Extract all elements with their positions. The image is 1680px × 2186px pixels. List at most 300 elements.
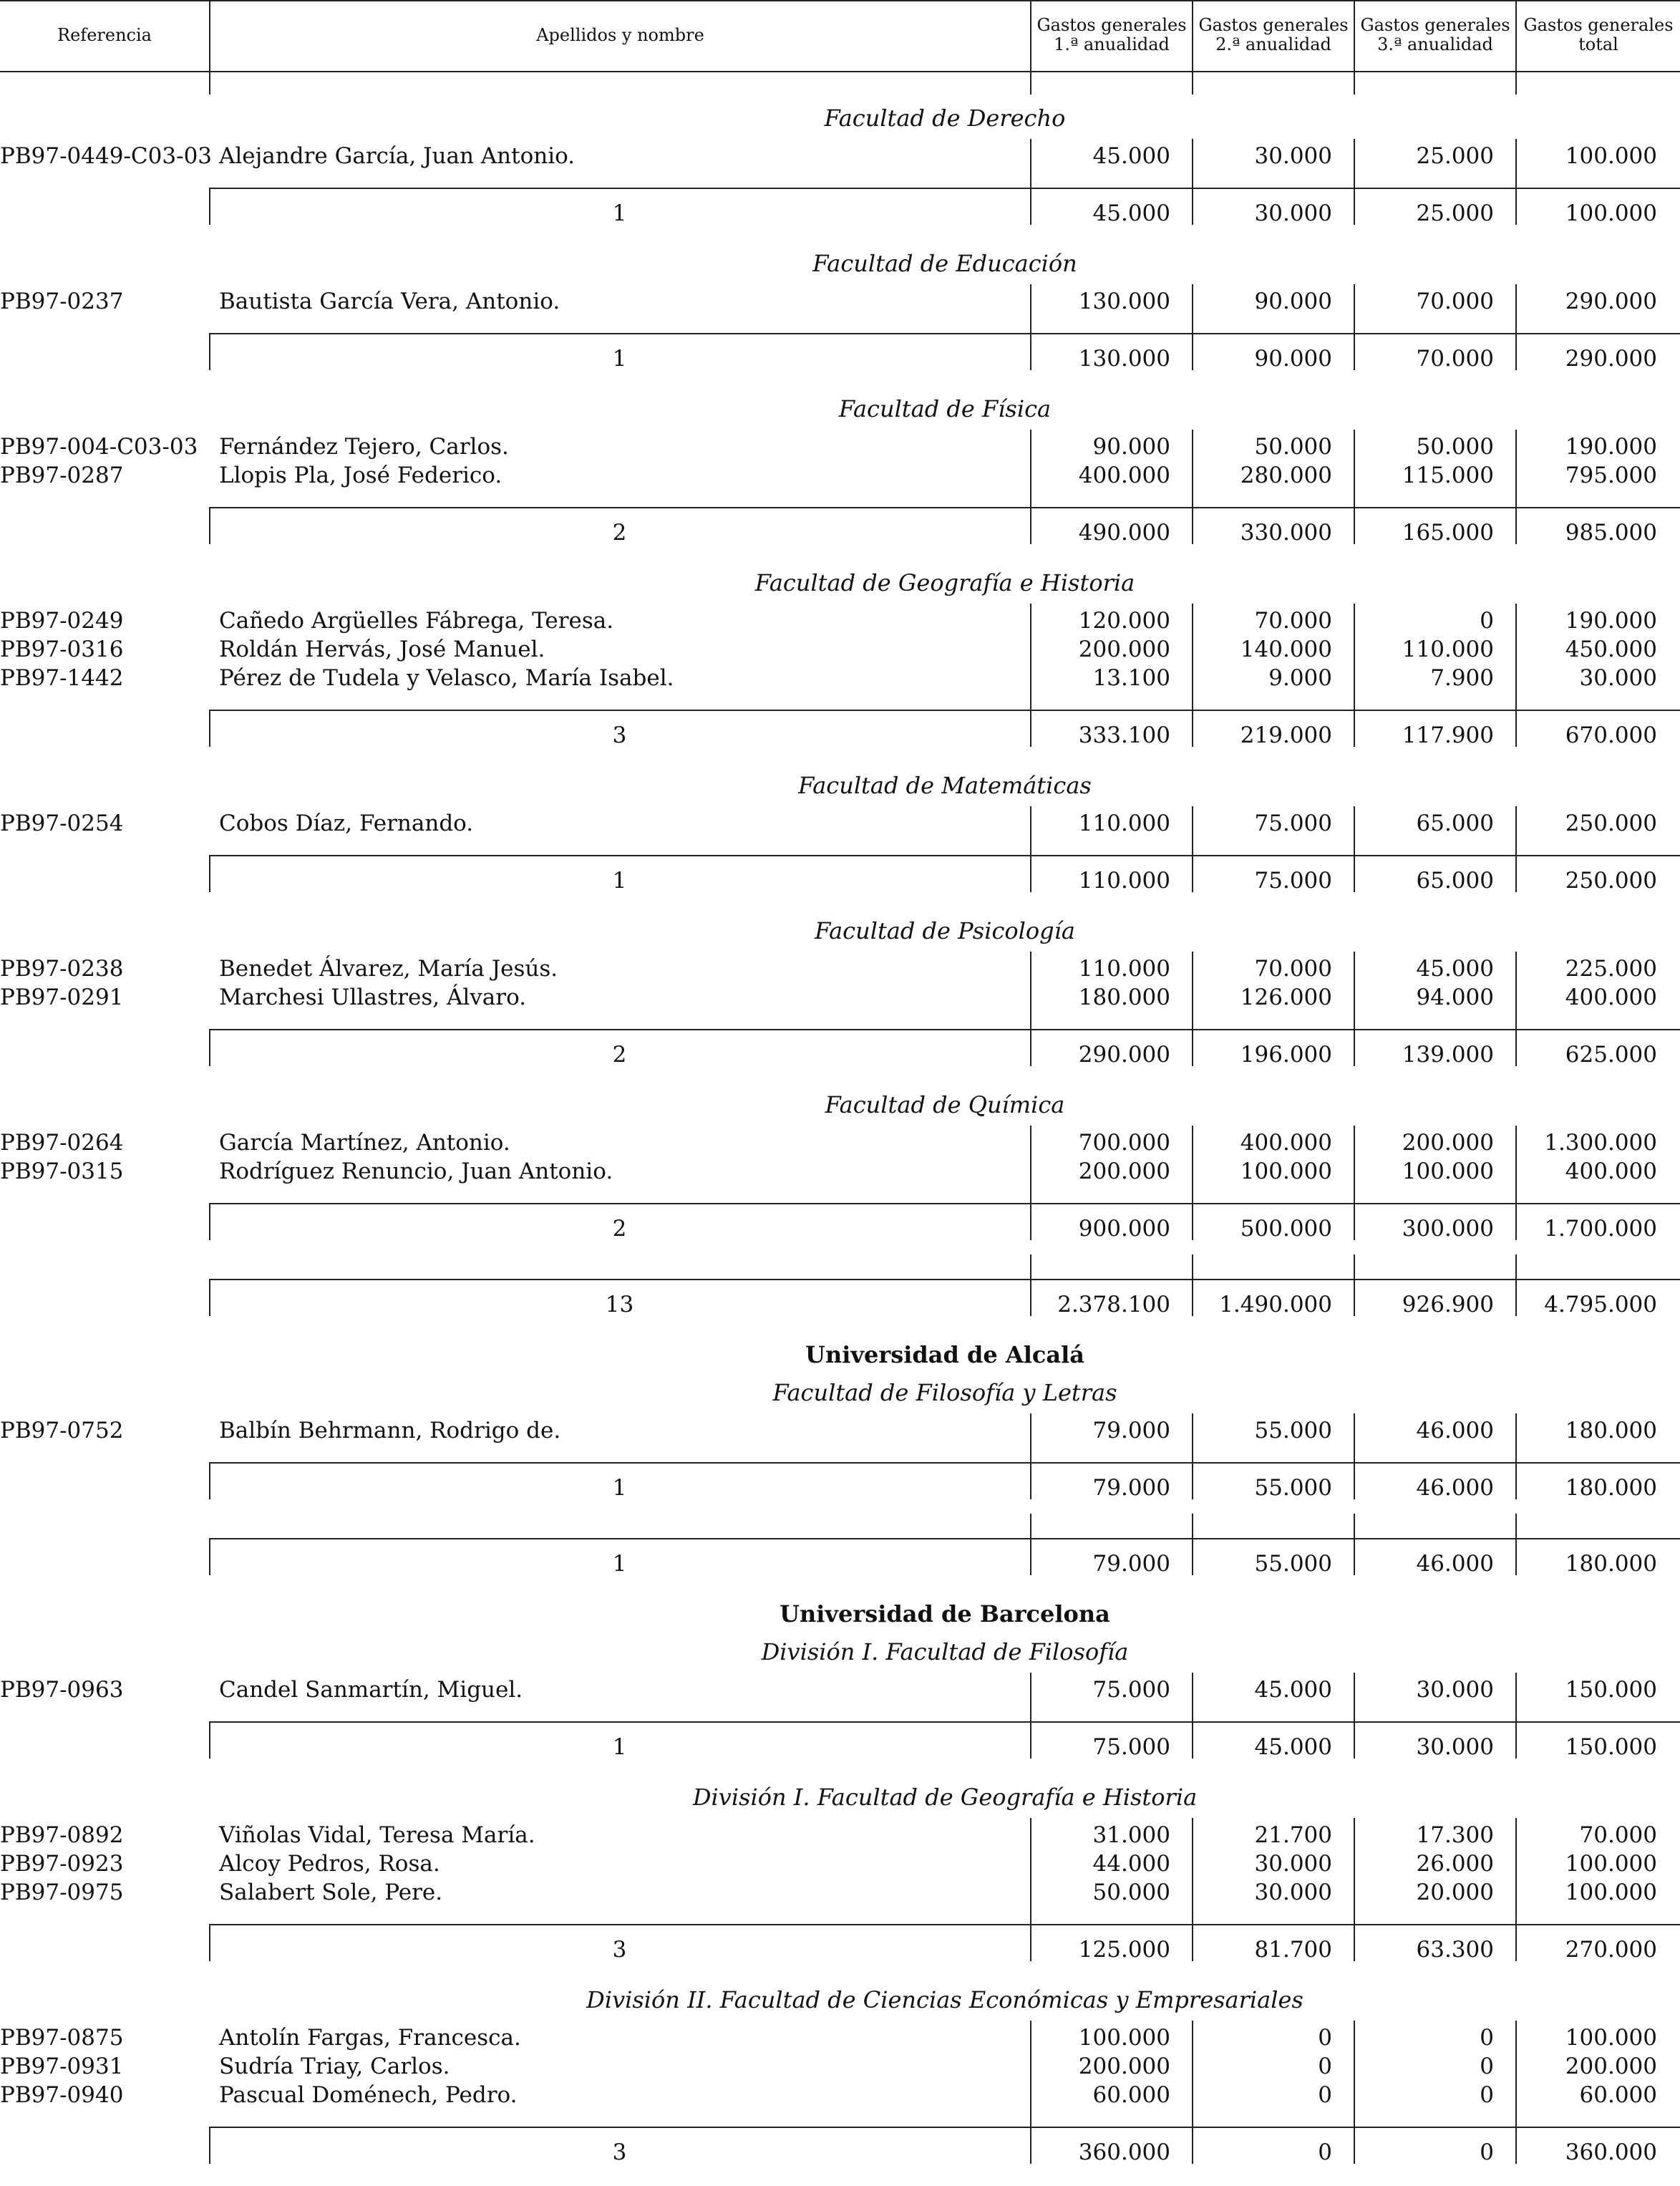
column-rule [1354,430,1355,507]
researcher-name: Cañedo Argüelles Fábrega, Teresa. [219,608,614,634]
researcher-name: Rodríguez Renuncio, Juan Antonio. [219,1159,613,1184]
amount-v2: 90.000 [1254,346,1332,372]
reference-code: PB97-004-C03-03 [0,434,198,460]
column-rule [1192,855,1193,892]
amount-v1: 125.000 [1078,1937,1170,1963]
section-heading: Facultad de Educación [812,250,1077,277]
amount-v1: 130.000 [1078,346,1170,372]
column-rule [1192,139,1193,188]
column-rule [1354,1413,1355,1462]
column-rule [1030,855,1031,892]
amount-vt: 70.000 [1579,1822,1657,1848]
researcher-name: Antolín Fargas, Francesca. [219,2025,521,2051]
amount-v3: 0 [1480,2139,1494,2165]
amount-v2: 0 [1318,2054,1332,2079]
column-rule [1030,333,1031,370]
column-rule [1030,2021,1031,2127]
amount-v1: 100.000 [1078,2025,1170,2051]
header-col-3-line1: Gastos generales [1360,15,1510,35]
column-rule [1192,1673,1193,1721]
amount-v1: 79.000 [1092,1418,1170,1443]
amount-v1: 90.000 [1092,434,1170,460]
amount-vt: 670.000 [1565,722,1657,748]
column-rule [1030,604,1031,710]
amount-v2: 50.000 [1254,434,1332,460]
amount-v1: 79.000 [1092,1475,1170,1501]
amount-v3: 25.000 [1416,200,1494,226]
column-rule [1354,188,1355,225]
section-heading: División I. Facultad de Geografía e Historia [692,1784,1198,1811]
column-rule [1030,1413,1031,1462]
column-rule [209,855,210,892]
amount-vt: 60.000 [1579,2082,1657,2108]
amount-v2: 500.000 [1240,1216,1332,1242]
amount-vt: 270.000 [1565,1937,1657,1963]
amount-v3: 46.000 [1416,1475,1494,1501]
entry-count: 1 [612,200,627,226]
column-rule [209,1029,210,1066]
reference-code: PB97-0315 [0,1159,124,1184]
column-rule [1354,806,1355,855]
column-rule [1192,507,1193,544]
amount-v1: 79.000 [1092,1551,1170,1577]
amount-v3: 65.000 [1416,811,1494,836]
column-rule [209,333,210,370]
header-tick [209,72,210,95]
amount-v1: 900.000 [1078,1216,1170,1242]
amount-v2: 21.700 [1254,1822,1332,1848]
column-rule [1515,1203,1517,1240]
amount-vt: 250.000 [1565,811,1657,836]
amount-v2: 55.000 [1254,1551,1332,1577]
column-rule [1030,1673,1031,1721]
total-rule [209,1279,1680,1280]
subtotal-rule [209,2127,1680,2128]
amount-v1: 13.100 [1092,665,1170,691]
amount-v1: 490.000 [1078,520,1170,546]
amount-v1: 31.000 [1092,1822,1170,1848]
amount-v2: 45.000 [1254,1734,1332,1760]
amount-v3: 20.000 [1416,1880,1494,1905]
column-rule [1354,139,1355,188]
column-rule [1354,710,1355,747]
column-rule [1515,333,1517,370]
reference-code: PB97-0449-C03-03 [0,143,213,169]
subtotal-rule [209,333,1680,334]
amount-v1: 110.000 [1078,868,1170,894]
amount-v2: 75.000 [1254,868,1332,894]
column-rule [1192,2021,1193,2127]
column-rule [209,1924,210,1961]
amount-v3: 26.000 [1416,1851,1494,1877]
header-referencia: Referencia [57,25,152,45]
reference-code: PB97-0287 [0,463,124,488]
column-rule [1354,1818,1355,1924]
column-rule [1354,333,1355,370]
amount-v3: 115.000 [1402,463,1494,488]
header-bottom-rule [0,71,1680,72]
column-rule [1515,188,1517,225]
column-rule [209,1203,210,1240]
column-rule [1192,1721,1193,1759]
column-rule [1192,806,1193,855]
amount-v1: 110.000 [1078,811,1170,836]
amount-v1: 110.000 [1078,956,1170,982]
header-col-4 [1517,16,1680,54]
section-heading: Facultad de Derecho [824,105,1066,132]
header-col-2-line1: Gastos generales [1198,15,1349,35]
amount-v3: 7.900 [1430,665,1494,691]
amount-v1: 180.000 [1078,985,1170,1010]
amount-v1: 200.000 [1078,2054,1170,2079]
column-rule [209,710,210,747]
column-rule [1515,1413,1517,1462]
header-tick [1515,72,1517,95]
column-rule [1192,1818,1193,1924]
reference-code: PB97-0892 [0,1822,124,1848]
amount-vt: 100.000 [1565,1880,1657,1905]
reference-code: PB97-0963 [0,1677,124,1703]
header-col-3-line2: 3.ª anualidad [1377,34,1493,54]
column-rule [1192,1924,1193,1961]
researcher-name: Marchesi Ullastres, Álvaro. [219,985,527,1010]
subtotal-rule [209,1721,1680,1723]
amount-v1: 130.000 [1078,289,1170,314]
section-heading: Facultad de Química [825,1091,1065,1118]
subtotal-rule [209,1924,1680,1925]
column-rule [1192,1254,1193,1279]
section-heading: Facultad de Física [838,395,1052,422]
amount-v3: 70.000 [1416,346,1494,372]
subtotal-rule [209,1203,1680,1204]
column-rule [1192,1126,1193,1203]
amount-v2: 75.000 [1254,811,1332,836]
amount-vt: 100.000 [1565,143,1657,169]
amount-vt: 100.000 [1565,2025,1657,2051]
column-rule [209,2127,210,2164]
column-rule [1515,1279,1517,1316]
reference-code: PB97-0940 [0,2082,124,2108]
column-rule [1192,284,1193,333]
section-heading: Facultad de Filosofía y Letras [772,1379,1117,1406]
amount-v1: 60.000 [1092,2082,1170,2108]
column-rule [1030,430,1031,507]
header-col-1-line2: 1.ª anualidad [1054,34,1170,54]
amount-vt: 190.000 [1565,434,1657,460]
amount-v3: 30.000 [1416,1677,1494,1703]
header-col-4-line1: Gastos generales [1523,15,1674,35]
column-rule [1354,1462,1355,1499]
amount-vt: 180.000 [1565,1418,1657,1443]
amount-v3: 25.000 [1416,143,1494,169]
entry-count: 2 [612,520,627,546]
amount-v3: 63.300 [1416,1937,1494,1963]
amount-v2: 9.000 [1268,665,1332,691]
column-rule [1354,1538,1355,1575]
column-rule [1030,1721,1031,1759]
amount-v3: 50.000 [1416,434,1494,460]
amount-v2: 0 [1318,2139,1332,2165]
column-rule [1030,710,1031,747]
entry-count: 2 [612,1042,627,1068]
column-rule [1030,1462,1031,1499]
amount-vt: 100.000 [1565,1851,1657,1877]
reference-code: PB97-0752 [0,1418,124,1443]
reference-code: PB97-0291 [0,985,124,1010]
reference-code: PB97-0316 [0,637,124,662]
header-col-2 [1193,16,1354,54]
column-rule [1354,1673,1355,1721]
column-rule [1515,139,1517,188]
amount-vt: 150.000 [1565,1734,1657,1760]
header-tick [1192,72,1193,95]
column-rule [1354,952,1355,1029]
section-heading: Facultad de Geografía e Historia [754,569,1135,596]
column-rule [1030,2127,1031,2164]
amount-v3: 117.900 [1402,722,1494,748]
amount-v1: 120.000 [1078,608,1170,634]
reference-code: PB97-0249 [0,608,124,634]
subtotal-rule [209,1462,1680,1464]
amount-vt: 250.000 [1565,868,1657,894]
amount-v3: 926.900 [1402,1292,1494,1317]
column-rule [1192,1538,1193,1575]
column-rule [1354,1924,1355,1961]
reference-code: PB97-0237 [0,289,124,314]
entry-count: 1 [612,1551,627,1577]
researcher-name: Llopis Pla, José Federico. [219,463,502,488]
amount-vt: 290.000 [1565,346,1657,372]
amount-vt: 150.000 [1565,1677,1657,1703]
column-rule [1515,806,1517,855]
reference-code: PB97-0975 [0,1880,124,1905]
amount-v1: 200.000 [1078,637,1170,662]
amount-vt: 450.000 [1565,637,1657,662]
amount-vt: 795.000 [1565,463,1657,488]
amount-v2: 100.000 [1240,1159,1332,1184]
column-rule [1192,1029,1193,1066]
amount-v1: 290.000 [1078,1042,1170,1068]
column-rule [1192,710,1193,747]
column-rule [1192,333,1193,370]
reference-code: PB97-1442 [0,665,124,691]
amount-v2: 330.000 [1240,520,1332,546]
subtotal-rule [209,855,1680,856]
amount-v3: 94.000 [1416,985,1494,1010]
amount-vt: 1.300.000 [1544,1130,1657,1156]
amount-vt: 985.000 [1565,520,1657,546]
subtotal-rule [209,507,1680,508]
amount-v1: 44.000 [1092,1851,1170,1877]
amount-v1: 45.000 [1092,200,1170,226]
column-rule [1030,284,1031,333]
column-rule [1030,1126,1031,1203]
amount-vt: 400.000 [1565,985,1657,1010]
amount-v1: 50.000 [1092,1880,1170,1905]
column-rule [1030,188,1031,225]
amount-vt: 180.000 [1565,1551,1657,1577]
amount-v3: 46.000 [1416,1418,1494,1443]
amount-vt: 290.000 [1565,289,1657,314]
column-rule [1030,1203,1031,1240]
column-rule [1354,507,1355,544]
amount-v3: 70.000 [1416,289,1494,314]
column-rule [1515,604,1517,710]
entry-count: 1 [612,1734,627,1760]
header-col-3 [1355,16,1515,54]
amount-v3: 110.000 [1402,637,1494,662]
researcher-name: Cobos Díaz, Fernando. [219,811,474,836]
amount-v1: 2.378.100 [1057,1292,1170,1317]
column-rule [1030,1029,1031,1066]
amount-vt: 1.700.000 [1544,1216,1657,1242]
column-rule [1354,1203,1355,1240]
column-rule [1515,2127,1517,2164]
researcher-name: García Martínez, Antonio. [219,1130,510,1156]
header-col-2-line2: 2.ª anualidad [1215,34,1331,54]
researcher-name: Viñolas Vidal, Teresa María. [219,1822,535,1848]
amount-vt: 4.795.000 [1544,1292,1657,1317]
column-rule [1515,710,1517,747]
researcher-name: Alcoy Pedros, Rosa. [219,1851,440,1877]
amount-v3: 30.000 [1416,1734,1494,1760]
column-rule [1515,1514,1517,1538]
column-rule [209,1279,210,1316]
header-tick [1030,72,1031,95]
column-rule [1515,1924,1517,1961]
amount-v2: 0 [1318,2082,1332,2108]
column-rule [1515,284,1517,333]
amount-vt: 625.000 [1565,1042,1657,1068]
entry-count: 3 [612,722,627,748]
column-rule [1515,1721,1517,1759]
reference-code: PB97-0254 [0,811,124,836]
amount-v1: 75.000 [1092,1734,1170,1760]
column-rule [1515,1254,1517,1279]
column-rule [1515,430,1517,507]
column-rule [1192,1462,1193,1499]
university-heading: Universidad de Alcalá [805,1341,1084,1368]
header-col-1-line1: Gastos generales [1036,15,1187,35]
researcher-name: Alejandre García, Juan Antonio. [219,143,576,169]
amount-v3: 0 [1480,2025,1494,2051]
section-heading: Facultad de Matemáticas [798,772,1092,799]
header-top-rule [0,0,1680,1]
column-rule [1030,507,1031,544]
column-rule [1192,2127,1193,2164]
reference-code: PB97-0264 [0,1130,124,1156]
column-rule [1354,284,1355,333]
column-rule [1515,952,1517,1029]
amount-vt: 225.000 [1565,956,1657,982]
amount-v2: 30.000 [1254,1880,1332,1905]
column-rule [1192,952,1193,1029]
amount-v2: 400.000 [1240,1130,1332,1156]
amount-v1: 75.000 [1092,1677,1170,1703]
researcher-name: Salabert Sole, Pere. [219,1880,443,1905]
researcher-name: Benedet Álvarez, María Jesús. [219,956,558,982]
reference-code: PB97-0875 [0,2025,124,2051]
subtotal-rule [209,188,1680,189]
amount-v3: 0 [1480,608,1494,634]
amount-v2: 1.490.000 [1219,1292,1332,1317]
amount-v2: 30.000 [1254,1851,1332,1877]
entry-count: 1 [612,346,627,372]
column-rule [209,1721,210,1759]
column-rule [1515,1818,1517,1924]
column-rule [1030,1514,1031,1538]
column-rule [1515,1029,1517,1066]
entry-count: 3 [612,2139,627,2165]
amount-vt: 30.000 [1579,665,1657,691]
column-rule [1515,2021,1517,2127]
amount-v2: 140.000 [1240,637,1332,662]
column-rule [1192,1413,1193,1462]
amount-v3: 0 [1480,2054,1494,2079]
entry-count: 1 [612,868,627,894]
amount-v3: 165.000 [1402,520,1494,546]
amount-v2: 70.000 [1254,956,1332,982]
total-rule [209,1538,1680,1539]
amount-v3: 65.000 [1416,868,1494,894]
amount-v3: 46.000 [1416,1551,1494,1577]
column-rule [1030,1924,1031,1961]
section-heading: División I. Facultad de Filosofía [761,1638,1129,1665]
column-rule [1354,2127,1355,2164]
column-rule [1354,1254,1355,1279]
amount-v2: 280.000 [1240,463,1332,488]
amount-v1: 400.000 [1078,463,1170,488]
amount-vt: 180.000 [1565,1475,1657,1501]
researcher-name: Bautista García Vera, Antonio. [219,289,560,314]
column-rule [1354,2021,1355,2127]
researcher-name: Balbín Behrmann, Rodrigo de. [219,1418,561,1443]
section-heading: Facultad de Psicología [815,917,1075,944]
researcher-name: Roldán Hervás, José Manuel. [219,637,545,662]
column-rule [209,507,210,544]
column-rule [1515,1126,1517,1203]
entry-count: 3 [612,1937,627,1963]
researcher-name: Fernández Tejero, Carlos. [219,434,509,460]
column-rule [209,1462,210,1499]
amount-v3: 200.000 [1402,1130,1494,1156]
subtotal-rule [209,710,1680,711]
column-rule [1354,855,1355,892]
amount-v3: 0 [1480,2082,1494,2108]
amount-v2: 70.000 [1254,608,1332,634]
amount-v1: 45.000 [1092,143,1170,169]
column-rule [1515,1673,1517,1721]
header-tick [1354,72,1355,95]
amount-vt: 200.000 [1565,2054,1657,2079]
amount-v2: 45.000 [1254,1677,1332,1703]
subtotal-rule [209,1029,1680,1030]
entry-count: 13 [605,1292,634,1317]
amount-v2: 219.000 [1240,722,1332,748]
column-rule [1030,1254,1031,1279]
amount-v1: 333.100 [1078,722,1170,748]
amount-vt: 360.000 [1565,2139,1657,2165]
column-rule [1515,1538,1517,1575]
amount-vt: 100.000 [1565,200,1657,226]
researcher-name: Pascual Doménech, Pedro. [219,2082,518,2108]
column-rule [209,188,210,225]
column-rule [1192,1514,1193,1538]
amount-v1: 700.000 [1078,1130,1170,1156]
column-rule [1354,1126,1355,1203]
column-rule [209,1538,210,1575]
amount-v2: 196.000 [1240,1042,1332,1068]
